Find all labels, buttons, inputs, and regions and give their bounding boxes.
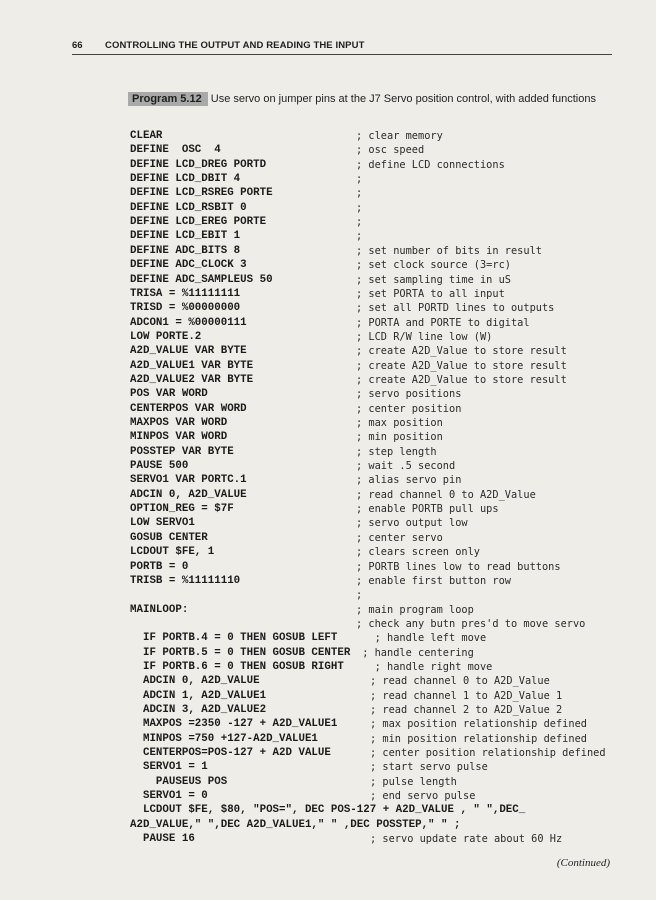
code-comment: ; center servo — [356, 531, 443, 544]
code-comment: ; — [356, 589, 363, 602]
code-line: ADCON1 = %00000111 — [130, 316, 247, 329]
page-number: 66 — [72, 40, 83, 51]
code-comment: ; read channel 0 to A2D_Value — [356, 488, 536, 501]
code-line: ADCIN 3, A2D_VALUE2 — [130, 704, 267, 716]
code-line: SERVO1 = 1 — [130, 761, 208, 774]
code-comment: ; set all PORTD lines to outputs — [356, 302, 555, 315]
code-line: DEFINE LCD_RSBIT 0 — [130, 201, 247, 214]
code-comment: ; read channel 0 to A2D_Value — [370, 675, 550, 688]
code-comment: ; wait .5 second — [356, 460, 456, 473]
code-comment: ; clears screen only — [356, 546, 480, 559]
code-comment: ; — [356, 187, 363, 200]
code-line: A2D_VALUE," ",DEC A2D_VALUE1," " ,DEC POSSTEP," " ; — [130, 818, 461, 831]
code-comment: ; osc speed — [356, 144, 425, 157]
code-line: CENTERPOS=POS-127 + A2D VALUE — [130, 747, 331, 760]
code-line: DEFINE ADC_SAMPLEUS 50 — [130, 273, 273, 286]
code-comment: ; read channel 1 to A2D_Value 1 — [370, 689, 563, 702]
code-line: PAUSE 500 — [130, 460, 189, 473]
code-comment: ; set clock source (3=rc) — [356, 259, 511, 272]
code-comment: ; — [356, 230, 363, 243]
code-line: SERVO1 VAR PORTC.1 — [130, 474, 247, 487]
code-comment: ; servo output low — [356, 517, 468, 530]
code-line: ADCIN 0, A2D_VALUE — [130, 488, 247, 501]
code-line: CENTERPOS VAR WORD — [130, 402, 247, 415]
code-comment: ; set number of bits in result — [356, 244, 542, 257]
code-comment: ; create A2D_Value to store result — [356, 345, 567, 358]
code-line: DEFINE LCD_RSREG PORTE — [130, 187, 273, 200]
code-line: TRISA = %11111111 — [130, 287, 241, 300]
code-line: OPTION_REG = $7F — [130, 503, 234, 516]
code-comment: ; max position relationship defined — [370, 718, 587, 731]
code-line: ADCIN 0, A2D_VALUE — [130, 675, 260, 688]
code-line: DEFINE LCD_EBIT 1 — [130, 230, 241, 243]
code-comment: ; — [356, 201, 363, 214]
code-line: IF PORTB.6 = 0 THEN GOSUB RIGHT — [130, 660, 344, 673]
code-line: A2D_VALUE VAR BYTE — [130, 345, 247, 358]
code-comment: ; handle centering — [356, 646, 474, 659]
page-header — [72, 40, 612, 54]
code-comment: ; center position relationship defined — [370, 747, 606, 760]
code-line: LCDOUT $FE, 1 — [130, 546, 215, 559]
continued-note: (Continued) — [556, 857, 610, 869]
code-line: MINPOS VAR WORD — [130, 431, 228, 444]
code-line: IF PORTB.4 = 0 THEN GOSUB LEFT — [130, 632, 338, 645]
program-description: Use servo on jumper pins at the J7 Servo position control, with added functions — [210, 93, 596, 105]
code-line: LCDOUT $FE, $80, "POS=", DEC POS-127 + A2D_VALUE , " ",DEC_ — [130, 804, 526, 817]
program-label: Program 5.12 — [128, 92, 208, 106]
code-line: PAUSE 16 — [130, 833, 195, 846]
code-comment: ; LCD R/W line low (W) — [356, 330, 493, 343]
code-comment: ; — [356, 173, 363, 186]
code-comment: ; center position — [356, 402, 462, 415]
code-comment: ; PORTB lines low to read buttons — [356, 560, 561, 573]
code-comment: ; min position relationship defined — [370, 732, 587, 745]
code-line: A2D_VALUE1 VAR BYTE — [130, 359, 254, 372]
code-line: DEFINE LCD_DREG PORTD — [130, 158, 267, 171]
code-line: TRISB = %11111110 — [130, 574, 241, 587]
code-line: DEFINE ADC_BITS 8 — [130, 244, 241, 257]
code-line: A2D_VALUE2 VAR BYTE — [130, 373, 254, 386]
code-line: CLEAR — [130, 130, 163, 142]
code-comment: ; define LCD connections — [356, 158, 505, 171]
code-comment: ; servo positions — [356, 388, 462, 401]
code-comment: ; max position — [356, 417, 443, 429]
code-line: MAINLOOP: — [130, 603, 189, 616]
code-comment: ; create A2D_Value to store result — [356, 359, 567, 372]
code-comment: ; main program loop — [356, 603, 474, 616]
code-comment: ; servo update rate about 60 Hz — [370, 833, 563, 846]
code-comment: ; check any butn pres'd to move servo — [356, 617, 586, 630]
code-comment: ; handle right move — [356, 660, 493, 673]
code-comment: ; read channel 2 to A2D_Value 2 — [370, 704, 563, 716]
code-comment: ; enable PORTB pull ups — [356, 503, 499, 516]
code-line: IF PORTB.5 = 0 THEN GOSUB CENTER — [130, 646, 351, 659]
code-line: DEFINE LCD_DBIT 4 — [130, 173, 241, 186]
code-comment: ; alias servo pin — [356, 474, 462, 487]
code-comment: ; clear memory — [356, 130, 443, 142]
code-comment: ; set PORTA to all input — [356, 287, 505, 300]
code-comment: ; create A2D_Value to store result — [356, 373, 567, 386]
program-caption — [128, 92, 618, 106]
header-rule — [72, 54, 612, 55]
code-line: DEFINE OSC 4 — [130, 144, 221, 157]
code-line: DEFINE LCD_EREG PORTE — [130, 216, 267, 229]
code-comment: ; pulse length — [370, 775, 457, 788]
code-line: LOW SERVO1 — [130, 517, 195, 530]
code-comment: ; min position — [356, 431, 443, 444]
code-line: MAXPOS VAR WORD — [130, 417, 228, 429]
code-line: DEFINE ADC_CLOCK 3 — [130, 259, 247, 272]
code-comment: ; enable first button row — [356, 574, 511, 587]
code-comment: ; step length — [356, 445, 437, 458]
code-comment: ; handle left move — [356, 632, 487, 645]
code-line: POSSTEP VAR BYTE — [130, 445, 234, 458]
code-line: MAXPOS =2350 -127 + A2D_VALUE1 — [130, 718, 338, 731]
code-comment: ; end servo pulse — [370, 790, 476, 803]
code-line: TRISD = %00000000 — [130, 302, 241, 315]
code-line: PORTB = 0 — [130, 560, 189, 573]
code-line: SERVO1 = 0 — [130, 790, 208, 803]
code-line: ADCIN 1, A2D_VALUE1 — [130, 689, 267, 702]
code-comment: ; PORTA and PORTE to digital — [356, 316, 530, 329]
code-comment: ; — [356, 216, 363, 229]
code-line: GOSUB CENTER — [130, 531, 208, 544]
code-comment: ; set sampling time in uS — [356, 273, 511, 286]
code-comment: ; start servo pulse — [370, 761, 488, 774]
running-head: CONTROLLING THE OUTPUT AND READING THE INPUT — [105, 40, 365, 51]
code-line: MINPOS =750 +127-A2D_VALUE1 — [130, 732, 318, 745]
code-line: LOW PORTE.2 — [130, 330, 202, 343]
code-line: POS VAR WORD — [130, 388, 208, 401]
code-line: PAUSEUS POS — [130, 775, 228, 788]
